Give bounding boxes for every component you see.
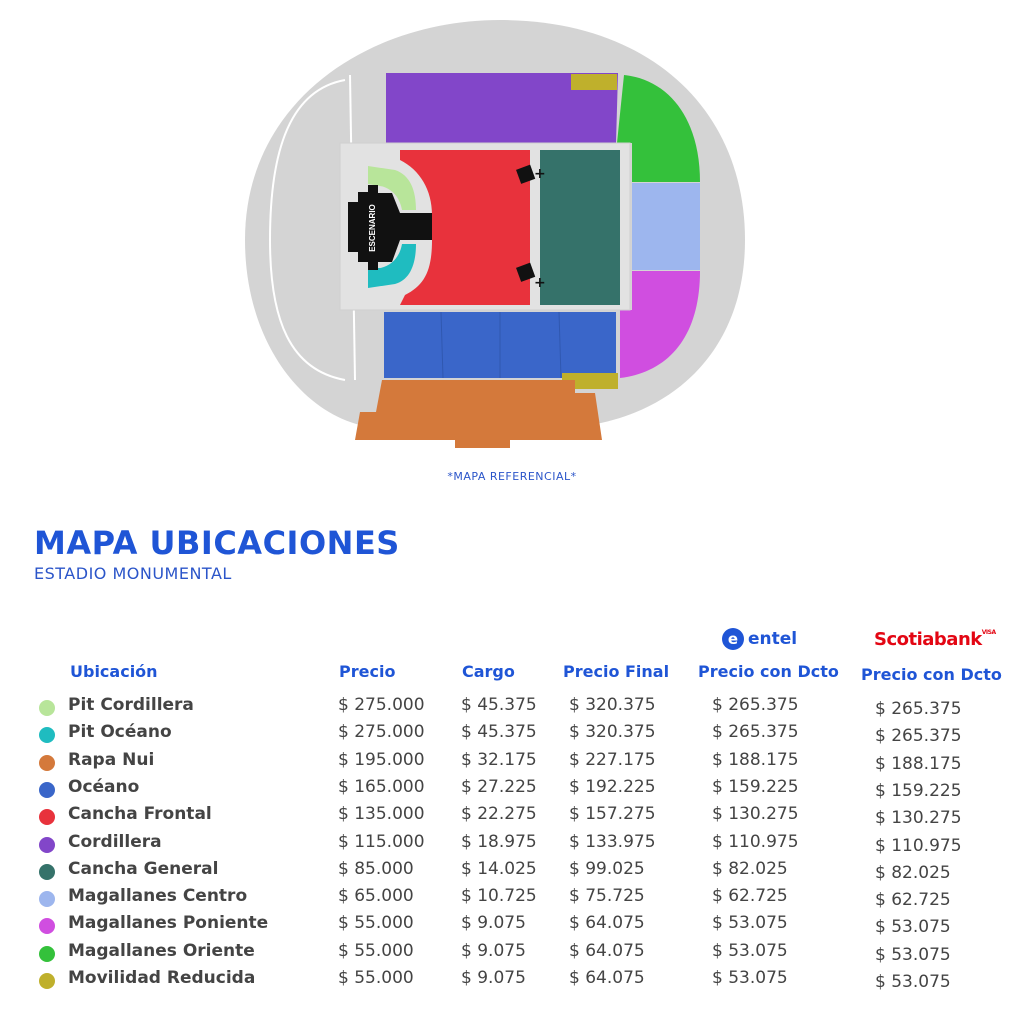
cell-final: $ 64.075 bbox=[569, 913, 645, 934]
cell-dcto-scotia: $ 265.375 bbox=[875, 699, 962, 719]
cell-dcto-entel: $ 188.175 bbox=[712, 749, 799, 770]
cell-final: $ 320.375 bbox=[569, 722, 656, 743]
cell-cargo: $ 9.075 bbox=[461, 968, 526, 988]
cell-final: $ 75.725 bbox=[569, 886, 645, 907]
cell-dcto-scotia: $ 130.275 bbox=[875, 808, 962, 829]
table-row bbox=[0, 911, 1024, 938]
cell-cargo: $ 14.025 bbox=[461, 858, 537, 879]
cell-name: Movilidad Reducida bbox=[68, 968, 256, 988]
table-row bbox=[0, 857, 1024, 884]
table-row bbox=[0, 693, 1024, 720]
cell-name: Pit Cordillera bbox=[68, 695, 194, 715]
cell-final: $ 192.225 bbox=[569, 776, 656, 797]
color-dot-icon bbox=[39, 973, 55, 989]
table-row bbox=[0, 802, 1024, 829]
cell-cargo: $ 27.225 bbox=[461, 776, 537, 797]
cell-precio: $ 275.000 bbox=[338, 722, 425, 743]
cell-dcto-entel: $ 130.275 bbox=[712, 804, 799, 825]
section-movilidad-reducida-top[interactable] bbox=[571, 74, 617, 90]
cell-cargo: $ 9.075 bbox=[461, 940, 526, 961]
table-row bbox=[0, 966, 1024, 993]
entel-logo-text: entel bbox=[748, 629, 798, 649]
cell-final: $ 99.025 bbox=[569, 858, 645, 879]
cell-dcto-scotia: $ 188.175 bbox=[875, 753, 962, 774]
column-header-cargo: Cargo bbox=[462, 662, 515, 681]
color-dot-icon bbox=[39, 891, 55, 907]
table-row bbox=[0, 720, 1024, 747]
page-subtitle: ESTADIO MONUMENTAL bbox=[34, 564, 232, 583]
cell-name: Cancha General bbox=[68, 858, 219, 879]
cell-dcto-scotia: $ 159.225 bbox=[875, 780, 962, 801]
cell-dcto-entel: $ 62.725 bbox=[712, 886, 788, 907]
cell-dcto-entel: $ 265.375 bbox=[712, 695, 799, 715]
cell-dcto-entel: $ 53.075 bbox=[712, 968, 788, 988]
foh-cross-bottom: + bbox=[534, 275, 546, 291]
cell-cargo: $ 9.075 bbox=[461, 913, 526, 934]
stadium-map bbox=[0, 0, 1024, 500]
cell-cargo: $ 18.975 bbox=[461, 831, 537, 852]
cell-dcto-entel: $ 53.075 bbox=[712, 913, 788, 934]
cell-name: Cordillera bbox=[68, 831, 162, 852]
color-dot-icon bbox=[39, 727, 55, 743]
cell-dcto-scotia: $ 53.075 bbox=[875, 917, 951, 938]
table-row bbox=[0, 884, 1024, 911]
map-note: *MAPA REFERENCIAL* bbox=[447, 470, 577, 483]
column-header-precio-dcto-scotiabank: Precio con Dcto bbox=[861, 665, 1002, 684]
column-header-precio: Precio bbox=[339, 662, 396, 681]
cell-precio: $ 55.000 bbox=[338, 940, 414, 961]
cell-cargo: $ 45.375 bbox=[461, 722, 537, 743]
cell-dcto-scotia: $ 53.075 bbox=[875, 944, 951, 965]
section-magallanes-centro[interactable] bbox=[632, 183, 700, 270]
cell-precio: $ 195.000 bbox=[338, 749, 425, 770]
section-cancha-general[interactable] bbox=[540, 150, 620, 305]
color-dot-icon bbox=[39, 700, 55, 716]
cell-dcto-entel: $ 110.975 bbox=[712, 831, 799, 852]
scotiabank-logo-text: Scotiabank bbox=[874, 629, 982, 650]
cell-dcto-scotia: $ 82.025 bbox=[875, 862, 951, 883]
color-dot-icon bbox=[39, 809, 55, 825]
cell-precio: $ 135.000 bbox=[338, 804, 425, 825]
cell-dcto-entel: $ 265.375 bbox=[712, 722, 799, 743]
cell-final: $ 157.275 bbox=[569, 804, 656, 825]
cell-dcto-scotia: $ 265.375 bbox=[875, 726, 962, 747]
table-row bbox=[0, 775, 1024, 802]
table-row bbox=[0, 748, 1024, 775]
color-dot-icon bbox=[39, 918, 55, 934]
stage-label: ESCENARIO bbox=[368, 204, 377, 252]
color-dot-icon bbox=[39, 946, 55, 962]
cell-final: $ 227.175 bbox=[569, 749, 656, 770]
cell-name: Magallanes Centro bbox=[68, 886, 248, 907]
entel-logo bbox=[722, 628, 797, 650]
cell-cargo: $ 10.725 bbox=[461, 886, 537, 907]
cell-final: $ 320.375 bbox=[569, 695, 656, 715]
cell-dcto-entel: $ 82.025 bbox=[712, 858, 788, 879]
cell-name: Rapa Nui bbox=[68, 749, 155, 770]
cell-precio: $ 55.000 bbox=[338, 968, 414, 988]
cell-name: Cancha Frontal bbox=[68, 804, 212, 825]
table-row bbox=[0, 830, 1024, 857]
cell-dcto-entel: $ 53.075 bbox=[712, 940, 788, 961]
column-header-precio-dcto-entel: Precio con Dcto bbox=[698, 662, 839, 681]
cell-precio: $ 65.000 bbox=[338, 886, 414, 907]
foh-cross-top: + bbox=[534, 166, 546, 182]
cell-cargo: $ 32.175 bbox=[461, 749, 537, 770]
color-dot-icon bbox=[39, 782, 55, 798]
scotiabank-visa-text: VISA bbox=[981, 629, 996, 636]
cell-cargo: $ 45.375 bbox=[461, 695, 537, 715]
color-dot-icon bbox=[39, 837, 55, 853]
entel-icon: e bbox=[722, 628, 744, 650]
cell-final: $ 133.975 bbox=[569, 831, 656, 852]
cell-name: Magallanes Oriente bbox=[68, 940, 255, 961]
cell-dcto-scotia: $ 53.075 bbox=[875, 972, 951, 992]
cell-precio: $ 85.000 bbox=[338, 858, 414, 879]
section-rapa-nui[interactable] bbox=[355, 380, 602, 448]
cell-precio: $ 275.000 bbox=[338, 695, 425, 715]
table-row bbox=[0, 939, 1024, 966]
cell-name: Océano bbox=[68, 776, 140, 797]
cell-cargo: $ 22.275 bbox=[461, 804, 537, 825]
column-header-precio-final: Precio Final bbox=[563, 662, 670, 681]
color-dot-icon bbox=[39, 755, 55, 771]
cell-final: $ 64.075 bbox=[569, 940, 645, 961]
color-dot-icon bbox=[39, 864, 55, 880]
cell-dcto-entel: $ 159.225 bbox=[712, 776, 799, 797]
cell-name: Magallanes Poniente bbox=[68, 913, 269, 934]
cell-final: $ 64.075 bbox=[569, 968, 645, 988]
cell-precio: $ 55.000 bbox=[338, 913, 414, 934]
scotiabank-logo bbox=[874, 629, 996, 650]
cell-dcto-scotia: $ 62.725 bbox=[875, 890, 951, 911]
cell-name: Pit Océano bbox=[68, 722, 172, 743]
cell-dcto-scotia: $ 110.975 bbox=[875, 835, 962, 856]
cell-precio: $ 115.000 bbox=[338, 831, 425, 852]
column-header-ubicacion: Ubicación bbox=[70, 662, 158, 681]
cell-precio: $ 165.000 bbox=[338, 776, 425, 797]
page-title: MAPA UBICACIONES bbox=[34, 524, 400, 562]
